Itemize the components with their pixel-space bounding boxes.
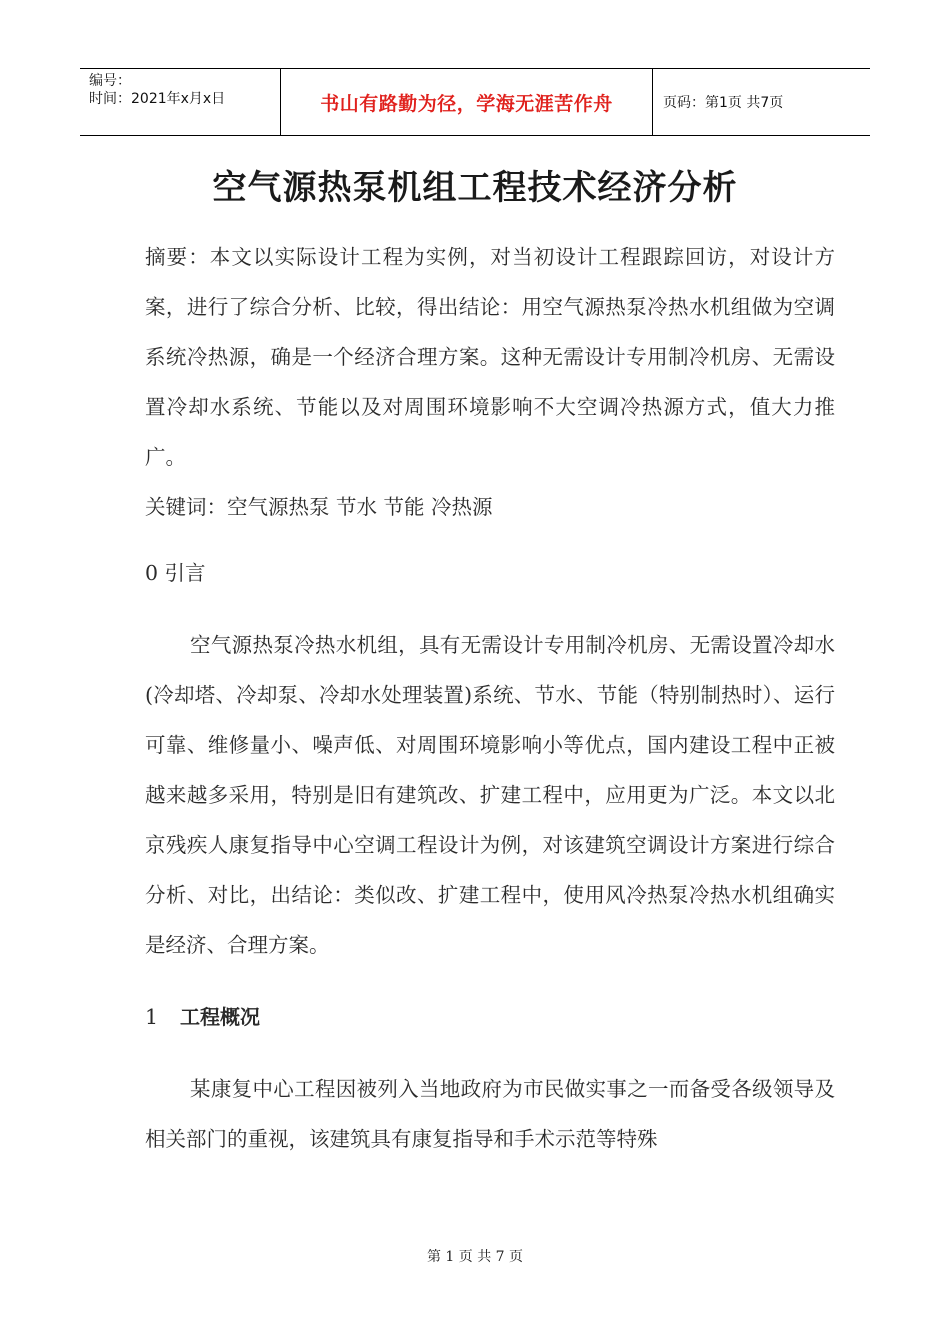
date-label: 时间：2021年x月x日 — [89, 91, 226, 107]
section-1-number: 1 — [145, 1005, 159, 1029]
header-meta — [80, 69, 281, 135]
section-1-title: 工程概况 — [180, 1005, 261, 1029]
section-0-heading: 0 引言 — [145, 561, 206, 585]
section-0-paragraph: 空气源热泵冷热水机组，具有无需设计专用制冷机房、无需设置冷却水(冷却塔、冷却泵、冷却水处理装置)系统、节水、节能（特别制热时）、运行可靠、维修量小、噪声低、对周围环境影响小等优点，国内建设工程中正被越来越多采用，特别是旧有建筑改、扩建工程中，应用更为广泛。本文以北京残疾人康复指导中心空调工程设计为例，对该建筑空调设计方案进行综合分析、对比，出结论：类似改、扩建工程中，使用风冷热泵冷热水机组确实是经济、合理方案。 — [145, 633, 835, 957]
header-page-info — [653, 69, 870, 135]
motto-text: 书山有路勤为径，学海无涯苦作舟 — [320, 92, 613, 115]
abstract-paragraph: 摘要：本文以实际设计工程为实例，对当初设计工程跟踪回访，对设计方案，进行了综合分析、比较，得出结论：用空气源热泵冷热水机组做为空调系统冷热源，确是一个经济合理方案。这种无需设计专用制冷机房、无需设置冷却水系统、节能以及对周围环境影响不大空调冷热源方式，值大力推广。 — [145, 245, 835, 469]
section-1-heading — [145, 992, 835, 1042]
header-motto — [281, 69, 653, 135]
page-info-text: 页码：第1页 共7页 — [663, 95, 784, 111]
section-1-paragraph: 某康复中心工程因被列入当地政府为市民做实事之一而备受各级领导及相关部门的重视，该建筑具有康复指导和手术示范等特殊 — [145, 1077, 835, 1151]
document-body — [145, 232, 835, 1164]
document-header — [80, 68, 870, 136]
document-title: 空气源热泵机组工程技术经济分析 — [212, 168, 738, 208]
page-footer: 第 1 页 共 7 页 — [426, 1249, 524, 1265]
number-label: 编号： — [89, 73, 131, 89]
keywords-line: 关键词：空气源热泵 节水 节能 冷热源 — [145, 495, 493, 519]
